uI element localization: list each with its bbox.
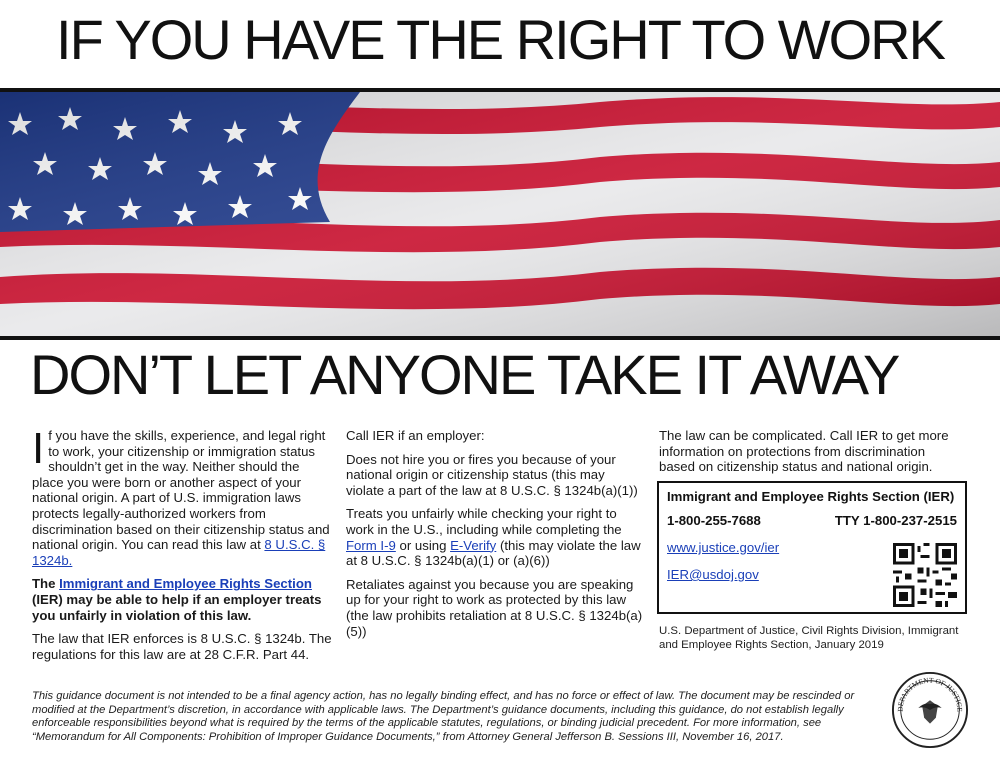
intro-column (32, 424, 332, 670)
enforces-paragraph: The law that IER enforces is 8 U.S.C. § 1324b. The regulations for this law are at 28 C.F.R. Part 44. (32, 631, 332, 662)
contact-column (659, 428, 964, 483)
item2-suffix: (this may violate the law at 8 U.S.C. § 1324b(a)(1) or (a)(6)) (346, 537, 641, 569)
law-link[interactable]: 8 U.S.C. § 1324b. (32, 537, 326, 568)
employer-column (346, 428, 646, 647)
disclaimer: This guidance document is not intended to be a final agency action, has no legally binding effect, and has no force or effect of law. The document may be rescinded or modified at the Department’s discretion, in accordance with applicable laws. The Department’s guidance documents, including this guidance, do not establish legally enforceable responsibilities beyond what is required by the terms of the applicable statutes, regulations, or binding judicial precedent. For more information, see “Memorandum for All Components: Prohibition of Improper Guidance Documents,” from Attorney General Jefferson B. Sessions III, November 16, 2017. (32, 690, 855, 743)
e-verify-link[interactable]: E-Verify (450, 537, 497, 553)
drop-cap: I (32, 424, 45, 473)
headline-bottom: DON’T LET ANYONE TAKE IT AWAY (30, 343, 899, 406)
doj-credit: U.S. Department of Justice, Civil Rights Division, Immigrant and Employee Rights Section, January 2019 (659, 625, 959, 651)
website-link[interactable]: www.justice.gov/ier (667, 540, 780, 555)
american-flag-image (0, 88, 1000, 340)
call-ier-heading: Call IER if an employer: (346, 428, 485, 443)
violation-item-1: Does not hire you or fires you because of your national origin or citizenship status (this may violate a part of the law at 8 U.S.C. § 1324b(a)(1)) (346, 451, 638, 498)
intro-paragraph (32, 424, 332, 568)
ier-link[interactable]: Immigrant and Employee Rights Section (59, 576, 312, 592)
intro-text: f you have the skills, experience, and legal right to work, your citizenship or immigration status shouldn’t get in the way. Neither should the place you were born or another aspect of your national origin. A part of U.S. immigration laws protects legally-authorized workers from discrimination based on their citizenship status and national origin. You can read this law at (32, 428, 330, 553)
contact-box (657, 481, 967, 614)
help-prefix: The (32, 576, 56, 592)
headline-top: IF YOU HAVE THE RIGHT TO WORK (56, 8, 944, 71)
contact-box-title: Immigrant and Employee Rights Section (IER) (667, 489, 955, 504)
help-paragraph (32, 576, 332, 623)
contact-intro: The law can be complicated. Call IER to get more information on protections from discrimination based on citizenship status and national origin. (659, 428, 949, 475)
phone-number[interactable]: 1-800-255-7688 (667, 513, 761, 528)
seal-text: DEPARTMENT OF JUSTICE (895, 675, 965, 712)
tty-number[interactable]: TTY 1-800-237-2515 (834, 513, 957, 528)
item2-mid: or using (399, 537, 447, 553)
qr-code-icon[interactable] (893, 543, 957, 607)
phone-row (667, 513, 957, 528)
violation-item-3: Retaliates against you because you are speaking up for your right to work as protected by this law (the law prohibits retaliation at 8 U.S.C. § 1324b(a)(5)) (346, 576, 643, 639)
form-i9-link[interactable]: Form I-9 (346, 537, 396, 553)
help-suffix: (IER) may be able to help if an employer treats you unfairly in violation of this law. (32, 591, 322, 623)
item2-prefix: Treats you unfairly while checking your right to work in the U.S., including while completing the (346, 506, 622, 537)
email-link[interactable]: IER@usdoj.gov (667, 567, 759, 582)
doj-seal-icon (891, 671, 969, 749)
violation-item-2 (346, 506, 646, 568)
